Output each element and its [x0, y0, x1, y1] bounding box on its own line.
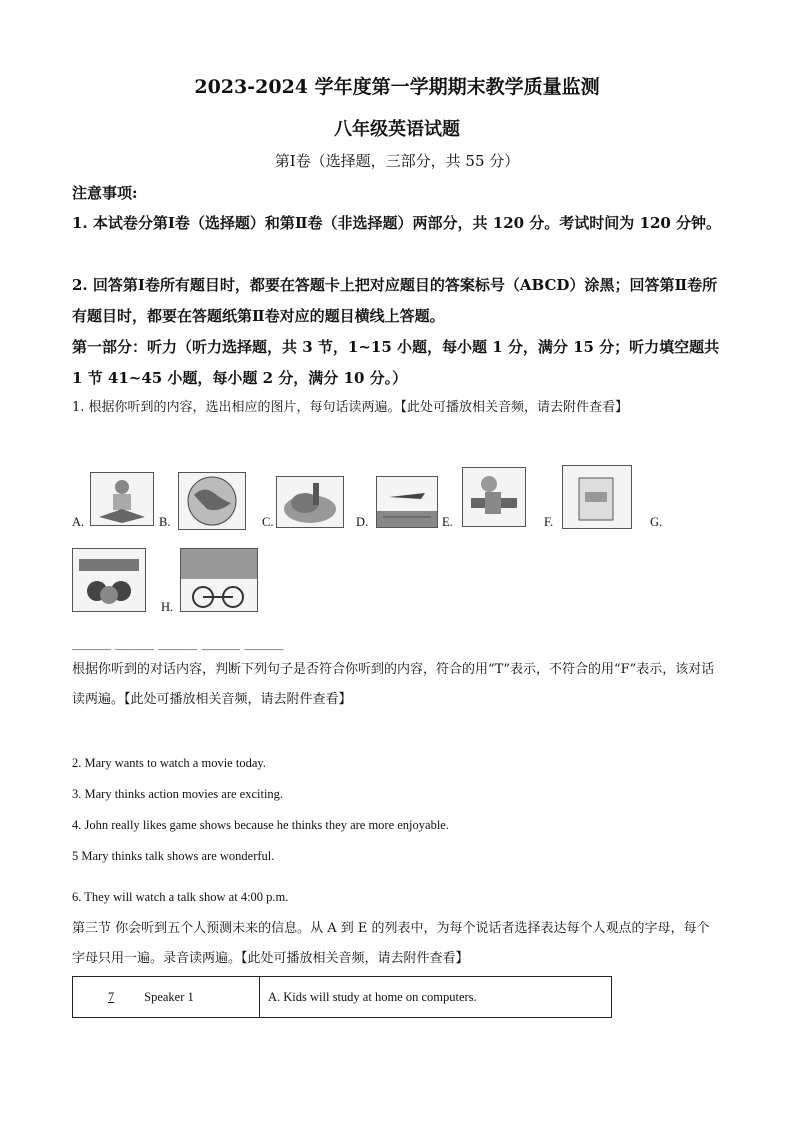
picture-a-drawing — [91, 473, 153, 525]
option-cell: A. Kids will study at home on computers. — [260, 977, 612, 1018]
picture-c-rocket-launch[interactable] — [276, 476, 344, 528]
picture-h-cycling[interactable] — [180, 548, 258, 612]
notice-heading: 注意事项: — [72, 184, 138, 202]
picture-d-drawing — [377, 477, 437, 527]
question-5: 5 Mary thinks talk shows are wonderful. — [72, 849, 275, 863]
question-3: 3. Mary thinks action movies are exciting. — [72, 787, 284, 801]
question-6: 6. They will watch a talk show at 4:00 p.m. — [72, 890, 289, 904]
option-label-h: H. — [161, 600, 174, 614]
option-label-f: F. — [544, 515, 554, 529]
answer-blanks[interactable]: ______ ______ ______ ______ ______ — [72, 636, 284, 651]
part-note: 第Ⅰ卷（选择题，三部分，共 55 分） — [274, 152, 520, 170]
exam-title: 2023-2024 学年度第一学期期末教学质量监测 — [194, 76, 600, 98]
section2-instruction: 根据你听到的对话内容，判断下列句子是否符合你听到的内容，符合的用“T”表示，不符合的用“F”表示，该对话读两遍。【此处可播放相关音频，请去附件查看】 — [72, 662, 715, 707]
answer-blank-7[interactable]: 7 — [107, 989, 115, 1004]
speaker-cell[interactable] — [73, 977, 260, 1018]
picture-e-drawing — [463, 468, 525, 526]
picture-c-drawing — [277, 477, 343, 527]
picture-g-mickey-mouse[interactable] — [72, 548, 146, 612]
picture-a-person-reading[interactable] — [90, 472, 154, 526]
table-row — [73, 977, 612, 1018]
option-label-a: A. — [72, 515, 85, 529]
picture-f-milk-carton[interactable] — [562, 465, 632, 529]
picture-f-drawing — [563, 466, 631, 528]
speaker-matching-table — [72, 976, 612, 1018]
section3-instruction: 第三节 你会听到五个人预测未来的信息。从 A 到 E 的列表中，为每个说话者选择表达每个人观点的字母，每个字母只用一遍。录音读两遍。【此处可播放相关音频，请去附件查看】 — [72, 921, 710, 966]
picture-b-drawing — [179, 473, 245, 529]
option-label-g: G. — [650, 515, 663, 529]
picture-e-cartoon-pilot[interactable] — [462, 467, 526, 527]
speaker-label: Speaker 1 — [144, 989, 194, 1004]
section1-instruction: 1. 根据你听到的内容，选出相应的图片，每句话读两遍。【此处可播放相关音频，请去附件查看】 — [72, 400, 629, 415]
exam-subtitle: 八年级英语试题 — [334, 119, 460, 140]
picture-d-airshow[interactable] — [376, 476, 438, 528]
picture-g-drawing — [73, 549, 145, 611]
listening-part-heading: 第一部分：听力（听力选择题，共 3 节，1~15 小题，每小题 1 分，满分 15 分；听力填空题共 1 节 41~45 小题，每小题 2 分，满分 10 分。） — [72, 338, 720, 387]
option-label-b: B. — [159, 515, 171, 529]
notice-item-1: 1. 本试卷分第Ⅰ卷（选择题）和第Ⅱ卷（非选择题）两部分，共 120 分。考试时间为 120 分钟。 — [72, 214, 722, 232]
question-2: 2. Mary wants to watch a movie today. — [72, 756, 266, 770]
notice-item-2: 2. 回答第Ⅰ卷所有题目时，都要在答题卡上把对应题目的答案标号（ABCD）涂黑；回答第Ⅱ卷所有题目时，都要在答题纸第Ⅱ卷对应的题目横线上答题。 — [72, 276, 718, 325]
option-label-e: E. — [442, 515, 453, 529]
option-label-c: C. — [262, 515, 274, 529]
question-4: 4. John really likes game shows because he thinks they are more enjoyable. — [72, 818, 449, 832]
option-label-d: D. — [356, 515, 369, 529]
picture-h-drawing — [181, 549, 257, 611]
picture-b-globe[interactable] — [178, 472, 246, 530]
